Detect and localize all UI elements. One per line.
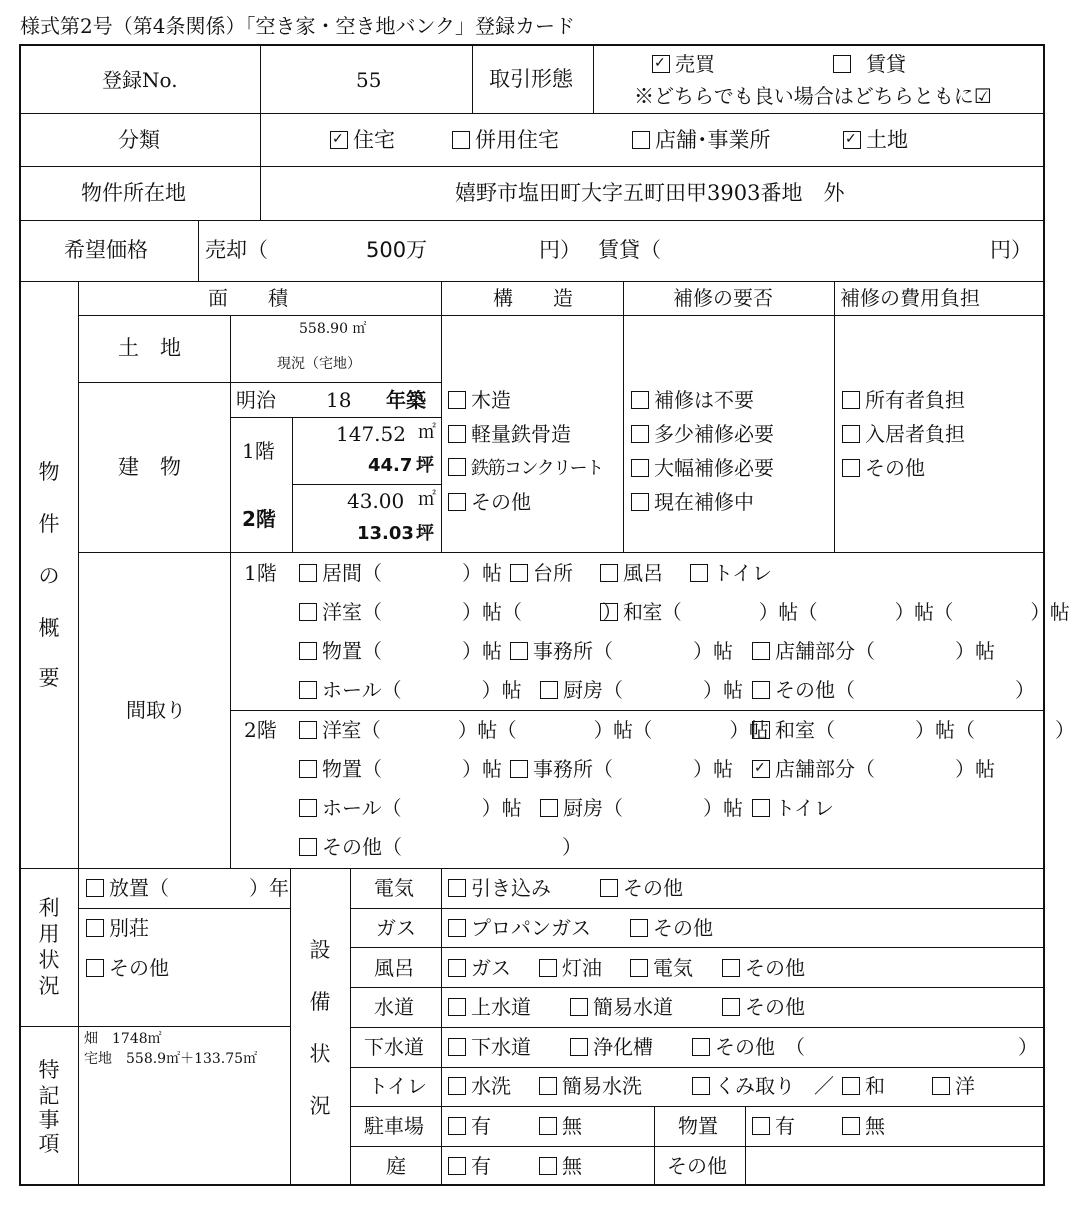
parking-label: 駐車場 [364,1114,424,1138]
land-status: 現況（宅地） [277,356,361,372]
sewer-public[interactable]: 下水道 [448,1037,531,1057]
outline-side-char: の [38,564,60,588]
floor1-m2: 147.52 [336,422,406,446]
rule [623,281,624,552]
rule [19,281,1045,282]
equip-checkbox[interactable] [842,1077,860,1095]
deal-note-text: ※どちらでも良い場合はどちらともに [634,84,974,108]
floor2-label: 2階 [242,507,276,531]
floor2-tsubo-unit: 坪 [416,523,434,544]
form-title: 様式第2号（第4条関係）「空き家・空き地バンク」登録カード [20,14,576,38]
usage-other-checkbox[interactable] [86,959,104,977]
room-f1-toilet[interactable]: トイレ [690,563,772,583]
bath-other[interactable]: その他 [722,958,805,978]
rule [78,315,1045,316]
building-built-suffix: 年築 [386,388,426,412]
equip-checkbox[interactable] [842,1117,860,1135]
rule [472,44,473,113]
structure-light-steel[interactable]: 軽量鉄骨造 [448,424,571,444]
special-side-char: 事 [38,1108,60,1132]
equip-checkbox[interactable] [448,1117,466,1135]
electric-label: 電気 [374,876,414,900]
sale-price-value: 500万 [366,238,428,262]
category-shop[interactable]: 店舗･事業所 [632,130,771,151]
sale-price-unit: 円） [539,238,581,262]
category-mixed[interactable]: 併用住宅 [452,130,559,151]
sale-checkbox[interactable] [652,55,670,73]
garden-label: 庭 [386,1154,406,1178]
gas-label: ガス [376,916,416,940]
floor2-tsubo: 13.03 [357,523,414,544]
room-checkbox[interactable] [752,681,770,699]
equip-checkbox[interactable] [600,879,618,897]
cost-tenant[interactable]: 入居者負担 [842,424,965,444]
equip-checkbox[interactable] [692,1038,710,1056]
special-side-char: 項 [38,1132,60,1156]
equip-checkbox[interactable] [448,998,466,1016]
water-simple[interactable]: 簡易水道 [570,997,673,1017]
usage-other[interactable]: その他 [86,958,169,978]
equip-checkbox[interactable] [722,998,740,1016]
room-checkbox[interactable] [752,642,770,660]
room-floor2-label: 2階 [244,718,277,742]
category-land[interactable]: ✓ 土地 [843,130,908,151]
room-f2-storage[interactable]: 物置（ ）帖 [299,759,502,779]
equipment-side-char: 設 [309,938,331,962]
equip-checkbox[interactable] [630,919,648,937]
electric-lead-in[interactable]: 引き込み [448,878,551,898]
equip-checkbox[interactable] [630,959,648,977]
room-checkbox[interactable] [600,603,618,621]
deal-note-check-icon: ☑ [973,84,992,108]
special-side-char: 記 [38,1084,60,1108]
registration-no-label: 登録No. [102,68,178,92]
usage-side-char: 況 [38,974,60,998]
outline-side-char: 物 [38,460,60,484]
mixed-checkbox[interactable] [452,131,470,149]
cost-other-checkbox[interactable] [842,459,860,477]
structure-rc[interactable]: 鉄筋コンクリート [448,458,603,478]
equip-checkbox[interactable] [752,1117,770,1135]
rule [834,281,835,552]
equip-checkbox[interactable] [722,959,740,977]
floor1-tsubo-unit: 坪 [416,455,434,476]
room-checkbox[interactable] [540,681,558,699]
room-f1-shop[interactable]: 店舗部分（ ）帖 [752,641,995,661]
rule [230,315,231,552]
building-era: 明治 [236,388,276,412]
rule [78,552,1045,553]
rent-price-unit: 円） [990,238,1032,262]
room-f1-storage[interactable]: 物置（ ）帖 [299,641,502,661]
structure-wood[interactable]: 木造 [448,390,511,410]
repair-major-checkbox[interactable] [631,459,649,477]
special-note-line2: 宅地 558.9㎡＋133.75㎡ [84,1051,258,1067]
rule [350,987,1045,988]
rule [19,113,1045,114]
room-f1-other[interactable]: その他（ ） [752,680,1035,700]
room-floor1-label: 1階 [244,561,277,585]
usage-vacant-checkbox[interactable] [86,879,104,897]
equip-checkbox[interactable] [448,1077,466,1095]
repair-minor-checkbox[interactable] [631,425,649,443]
toilet-pit[interactable]: くみ取り [692,1076,795,1096]
equip-checkbox[interactable] [570,998,588,1016]
cost-other[interactable]: その他 [842,458,925,478]
toilet-flush[interactable]: 水洗 [448,1076,511,1096]
deal-sale-option[interactable] [652,54,715,74]
room-layout-label: 間取り [126,698,186,722]
rule [78,281,79,868]
rule [78,868,79,1186]
usage-villa-checkbox[interactable] [86,919,104,937]
room-checkbox[interactable] [299,760,317,778]
floor1-m2-unit: ㎡ [418,422,436,443]
garden-no[interactable]: 無 [539,1156,582,1176]
structure-rc-checkbox[interactable] [448,458,466,476]
rule [350,1027,1045,1028]
equip-checkbox[interactable] [448,919,466,937]
room-f2-other[interactable]: その他（ ） [299,837,582,857]
equip-checkbox[interactable] [539,1077,557,1095]
rule [230,552,231,868]
structure-wood-checkbox[interactable] [448,391,466,409]
equip-checkbox[interactable] [539,1157,557,1175]
category-house[interactable]: ✓ 住宅 [330,130,395,151]
equipment-side-char: 状 [309,1042,331,1066]
cost-owner[interactable]: 所有者負担 [842,390,965,410]
bath-label: 風呂 [374,956,414,980]
room-checkbox[interactable] [540,799,558,817]
rule [198,220,199,281]
room-f1-kitchen[interactable]: 台所 [510,563,573,583]
rule [350,947,1045,948]
land-checkbox[interactable] [843,131,861,149]
repair-ongoing[interactable]: 現在補修中 [631,492,754,512]
usage-side-char: 状 [38,948,60,972]
usage-vacant[interactable]: 放置（ ）年 [86,878,289,898]
outline-side-char: 要 [38,666,60,690]
room-f1-japanese[interactable]: 和室（ ）帖（ ）帖（ ）帖 [600,602,1069,622]
toilet-western[interactable]: 洋 [932,1076,975,1096]
room-checkbox[interactable] [752,799,770,817]
rule [350,1146,1045,1147]
equip-checkbox[interactable] [448,879,466,897]
equip-checkbox[interactable] [448,1038,466,1056]
rule [19,868,1045,869]
equip-checkbox[interactable] [448,1157,466,1175]
equip-checkbox[interactable] [539,959,557,977]
sale-label: 売買 [675,52,715,76]
room-f1-kitchen-room[interactable]: 厨房（ ）帖 [540,680,743,700]
rule [78,908,290,909]
room-checkbox[interactable] [690,564,708,582]
repair-none[interactable]: 補修は不要 [631,390,754,410]
deal-rent-option[interactable] [833,54,906,74]
room-checkbox[interactable] [600,564,618,582]
header-area: 面 積 [208,286,288,310]
water-public[interactable]: 上水道 [448,997,531,1017]
address-value: 嬉野市塩田町大字五町田甲3903番地 外 [455,181,845,205]
room-f1-hall[interactable]: ホール（ ）帖 [299,680,522,700]
rent-label: 賃貸 [866,52,906,76]
water-other[interactable]: その他 [722,997,805,1017]
room-f2-japanese[interactable]: 和室（ ）帖（ ） [752,720,1075,740]
registration-no-value: 55 [356,68,382,92]
rule [441,281,442,552]
toilet-label: トイレ [368,1074,427,1098]
room-checkbox[interactable] [299,564,317,582]
gas-other[interactable]: その他 [630,918,713,938]
rent-price-label: 賃貸（ [598,238,661,262]
floor1-label: 1階 [242,439,275,463]
room-f1-western[interactable]: 洋室（ ）帖（ ） [299,602,622,622]
room-checkbox[interactable] [510,760,528,778]
sewer-septic[interactable]: 浄化槽 [570,1037,653,1057]
room-checkbox[interactable] [299,642,317,660]
building-year: 18 [326,388,352,412]
equipment-side-char: 備 [309,990,331,1014]
toilet-japanese[interactable]: 和 [842,1076,885,1096]
price-label: 希望価格 [64,238,148,262]
usage-side-char: 利 [38,896,60,920]
water-label: 水道 [374,995,414,1019]
land-label: 土 地 [118,336,181,360]
rule [230,710,1045,711]
room-f2-toilet[interactable]: トイレ [752,798,834,818]
floor1-tsubo: 44.7 [368,455,413,476]
rule [350,908,1045,909]
room-f1-office[interactable]: 事務所（ ）帖 [510,641,733,661]
structure-other-checkbox[interactable] [448,493,466,511]
repair-ongoing-checkbox[interactable] [631,493,649,511]
rule [292,484,441,485]
room-checkbox[interactable] [299,721,317,739]
room-f1-bath[interactable]: 風呂 [600,563,663,583]
equipment-side-char: 況 [309,1094,331,1118]
cost-owner-checkbox[interactable] [842,391,860,409]
rule [350,1067,1045,1068]
deal-type-label: 取引形態 [489,67,573,91]
room-f2-office[interactable]: 事務所（ ）帖 [510,759,733,779]
bath-gas[interactable]: ガス [448,958,511,978]
structure-light-steel-checkbox[interactable] [448,425,466,443]
bath-electric[interactable]: 電気 [630,958,693,978]
equip-checkbox[interactable] [570,1038,588,1056]
header-repair: 補修の要否 [673,286,773,310]
room-checkbox[interactable] [510,642,528,660]
outline-side-char: 概 [38,616,60,640]
category-label: 分類 [118,128,160,152]
equip-checkbox[interactable] [692,1077,710,1095]
usage-villa[interactable]: 別荘 [86,918,149,938]
room-checkbox[interactable] [299,603,317,621]
storage-yes[interactable]: 有 [752,1116,795,1136]
room-checkbox[interactable] [299,838,317,856]
equip-checkbox[interactable] [539,1117,557,1135]
room-f1-living[interactable]: 居間（ ）帖 [299,563,502,583]
rule [19,1026,290,1027]
rule [260,113,261,220]
shop-checkbox[interactable] [632,131,650,149]
floor2-m2-unit: ㎡ [418,489,436,510]
bath-kerosene[interactable]: 灯油 [539,958,602,978]
sewer-other[interactable]: その他 （ [692,1037,805,1057]
land-area: 558.90 ㎡ [299,321,367,337]
rule [593,44,594,113]
repair-major[interactable]: 大幅補修必要 [631,458,774,478]
structure-other[interactable]: その他 [448,492,531,512]
rule [350,1106,1045,1107]
house-checkbox[interactable] [330,131,348,149]
usage-side-char: 用 [38,922,60,946]
room-checkbox[interactable] [752,760,770,778]
cost-tenant-checkbox[interactable] [842,425,860,443]
room-checkbox[interactable] [752,721,770,739]
sewer-label: 下水道 [364,1035,424,1059]
special-note-line1: 畑 1748㎡ [84,1031,162,1047]
electric-other[interactable]: その他 [600,878,683,898]
garden-yes[interactable]: 有 [448,1156,491,1176]
special-side-char: 特 [38,1058,60,1082]
rule [260,44,261,113]
toilet-simple-flush[interactable]: 簡易水洗 [539,1076,642,1096]
sewer-close-paren: ） [1018,1035,1038,1059]
room-checkbox[interactable] [510,564,528,582]
rule [290,868,291,1186]
header-cost: 補修の費用負担 [840,286,980,310]
header-structure: 構 造 [493,286,573,310]
repair-minor[interactable]: 多少補修必要 [631,424,774,444]
address-label: 物件所在地 [81,181,186,205]
deal-note [634,86,992,106]
building-label: 建 物 [118,455,181,479]
room-f2-western[interactable]: 洋室（ ）帖（ ）帖（ ）帖 [299,720,768,740]
room-f2-kitchen-room[interactable]: 厨房（ ）帖 [540,798,743,818]
sale-price-label: 売却（ [205,238,268,262]
storage-label: 物置 [678,1114,718,1138]
floor2-m2: 43.00 [347,489,405,513]
equip-checkbox[interactable] [932,1077,950,1095]
equip-checkbox[interactable] [448,959,466,977]
room-checkbox[interactable] [299,799,317,817]
room-checkbox[interactable] [299,681,317,699]
repair-none-checkbox[interactable] [631,391,649,409]
storage-no[interactable]: 無 [842,1116,885,1136]
parking-yes[interactable]: 有 [448,1116,491,1136]
gas-propane[interactable]: プロパンガス [448,918,591,938]
rule [230,417,441,418]
outline-side-char: 件 [38,512,60,536]
rule [19,220,1045,221]
rule [19,166,1045,167]
room-f2-hall[interactable]: ホール（ ）帖 [299,798,522,818]
rent-checkbox[interactable] [833,55,851,73]
parking-no[interactable]: 無 [539,1116,582,1136]
toilet-slash: ／ [814,1074,834,1098]
other-equipment-label: その他 [667,1154,727,1178]
rule [78,382,441,383]
room-f2-shop[interactable]: ✓ 店舗部分（ ）帖 [752,759,995,779]
